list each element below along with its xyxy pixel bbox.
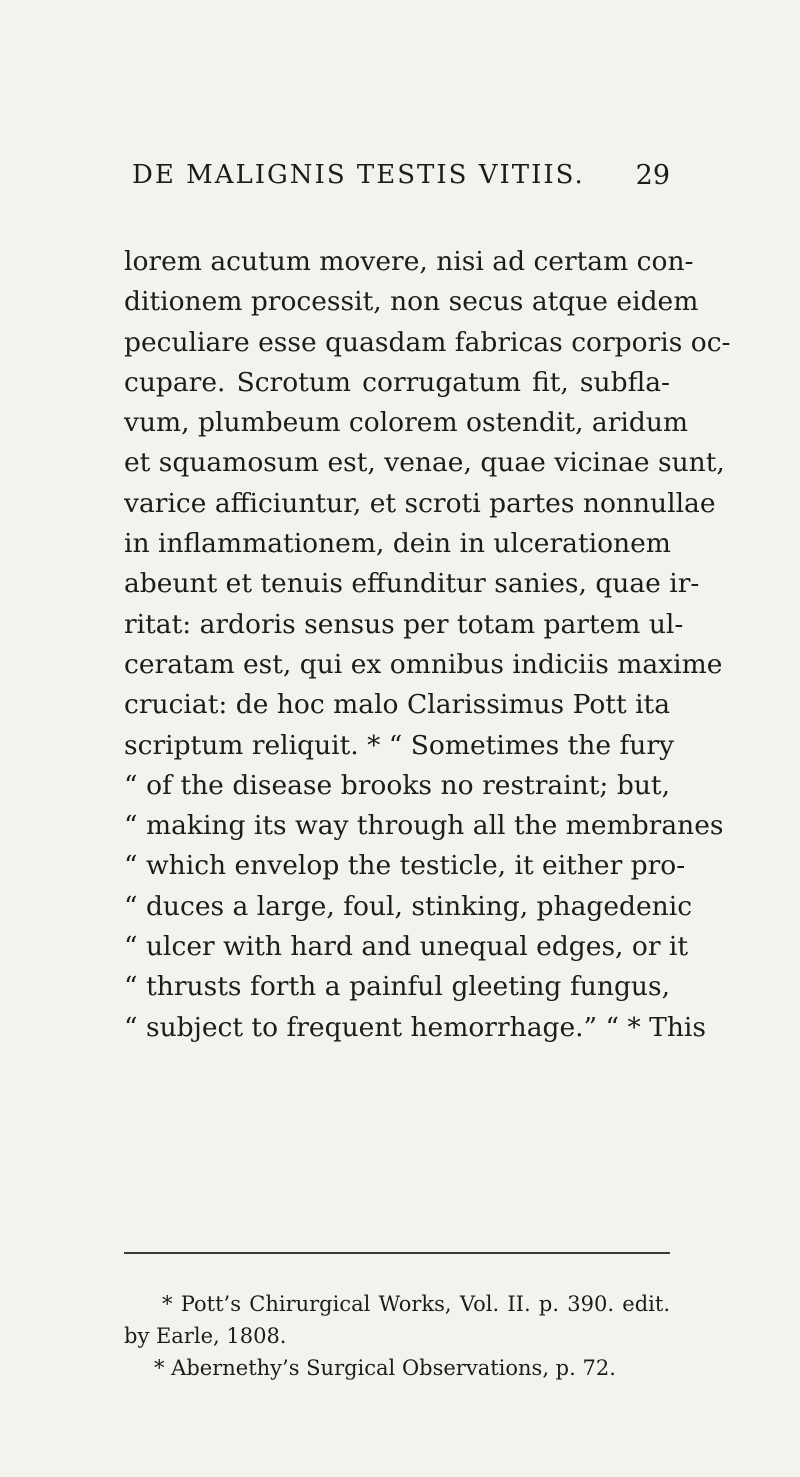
body-line: et squamosum est, venae, quae vicinae sunt,	[124, 447, 725, 479]
running-title: DE MALIGNIS TESTIS VITIIS.	[132, 160, 585, 190]
body-text	[124, 242, 731, 1048]
body-line: ceratam est, qui ex omnibus indiciis maxime	[124, 648, 723, 680]
footnote-line: * Abernethy’s Surgical Observations, p. 72.	[154, 1356, 616, 1380]
body-line: “ duces a large, foul, stinking, phagedenic	[124, 890, 693, 922]
body-line: “ making its way through all the membranes	[124, 810, 724, 842]
running-head	[132, 160, 670, 200]
body-line: “ ulcer with hard and unequal edges, or it	[124, 931, 689, 963]
body-line: “ which envelop the testicle, it either pro-	[124, 850, 686, 882]
body-line: abeunt et tenuis effunditur sanies, quae ir-	[124, 568, 700, 600]
footnote-line: by Earle, 1808.	[124, 1324, 287, 1348]
body-line: cupare. Scrotum corrugatum fit, subfla-	[124, 366, 670, 398]
body-line: cruciat: de hoc malo Clarissimus Pott ita	[124, 689, 670, 721]
body-line: in inflammationem, dein in ulcerationem	[124, 528, 671, 560]
body-line: “ subject to frequent hemorrhage.” “ * This	[124, 1011, 706, 1043]
body-line: “ of the disease brooks no restraint; but,	[124, 769, 670, 801]
body-line: scriptum reliquit. * “ Sometimes the fury	[124, 729, 674, 761]
body-line: “ thrusts forth a painful gleeting fungus,	[124, 971, 670, 1003]
body-line: peculiare esse quasdam fabricas corporis oc-	[124, 326, 731, 358]
body-line: varice afficiuntur, et scroti partes nonnullae	[124, 487, 716, 519]
body-line: vum, plumbeum colorem ostendit, aridum	[124, 407, 689, 439]
footnote-rule	[124, 1252, 670, 1254]
page-number: 29	[635, 160, 670, 191]
footnotes	[124, 1288, 670, 1384]
body-line: lorem acutum movere, nisi ad certam con-	[124, 246, 694, 277]
footnote-line: * Pott’s Chirurgical Works, Vol. II. p. 390. edit.	[162, 1292, 670, 1316]
body-line: ritat: ardoris sensus per totam partem ul-	[124, 608, 684, 640]
body-line: ditionem processit, non secus atque eidem	[124, 286, 699, 318]
